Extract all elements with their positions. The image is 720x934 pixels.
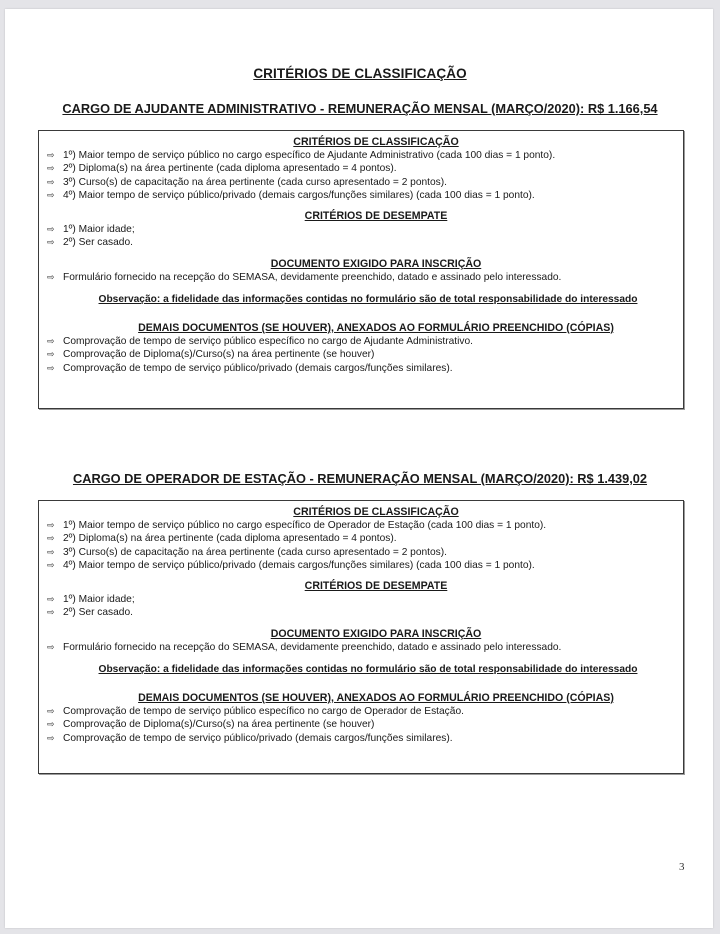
- documento-text: Formulário fornecido na recepção do SEMASA, devidamente preenchido, datado e assinado pelo interessado.: [63, 642, 562, 654]
- criterio-text: 3º) Curso(s) de capacitação na área pertinente (cada curso apresentado = 2 pontos).: [63, 176, 447, 188]
- arrow-bullet-icon: ⇨: [47, 732, 55, 743]
- desempate-item: [39, 236, 683, 249]
- desempate-text: 2º) Ser casado.: [63, 237, 133, 249]
- criterio-item: [39, 559, 683, 572]
- criterio-item: [39, 519, 683, 532]
- arrow-bullet-icon: ⇨: [47, 705, 55, 716]
- criterio-text: 1º) Maior tempo de serviço público no cargo específico de Operador de Estação (cada 100 dias = 1 ponto).: [63, 520, 547, 531]
- demais-documento-item: [39, 705, 683, 718]
- desempate-item: [39, 606, 683, 619]
- criterio-item: [39, 189, 683, 202]
- criterio-item: [39, 149, 683, 162]
- criterio-text: 1º) Maior tempo de serviço público no cargo específico de Ajudante Administrativo (cada 100 dias = 1 ponto).: [63, 150, 556, 161]
- demais-documentos-title: DEMAIS DOCUMENTOS (SE HOUVER), ANEXADOS AO FORMULÁRIO PREENCHIDO (CÓPIAS): [138, 321, 614, 334]
- criterios-classificacao-title: CRITÉRIOS DE CLASSIFICAÇÃO: [293, 506, 459, 518]
- arrow-bullet-icon: ⇨: [47, 176, 55, 187]
- arrow-bullet-icon: ⇨: [47, 607, 55, 618]
- criterio-text: 3º) Curso(s) de capacitação na área pertinente (cada curso apresentado = 2 pontos).: [63, 546, 447, 558]
- criterios-desempate-title: CRITÉRIOS DE DESEMPATE: [304, 579, 448, 592]
- desempate-text: 2º) Ser casado.: [63, 607, 133, 619]
- arrow-bullet-icon: ⇨: [47, 223, 55, 234]
- demais-documento-item: [39, 335, 683, 348]
- desempate-item: [39, 223, 683, 236]
- criterio-text: 4º) Maior tempo de serviço público/privado (demais cargos/funções similares) (cada 100 dias = 1 ponto).: [63, 190, 535, 202]
- documento-item: [39, 641, 683, 654]
- demais-documento-text: Comprovação de tempo de serviço público específico no cargo de Ajudante Administrativo.: [63, 335, 473, 347]
- criterios-desempate-title: CRITÉRIOS DE DESEMPATE: [304, 209, 448, 222]
- demais-documento-text: Comprovação de Diploma(s)/Curso(s) na área pertinente (se houver): [63, 349, 375, 361]
- observacao-note: Observação: a fidelidade das informações contidas no formulário são de total responsabilidade do interessado: [98, 663, 638, 675]
- demais-documento-text: Comprovação de tempo de serviço público/privado (demais cargos/funções similares).: [63, 732, 453, 744]
- arrow-bullet-icon: ⇨: [47, 190, 55, 201]
- arrow-bullet-icon: ⇨: [47, 593, 55, 604]
- criterio-item: [39, 176, 683, 189]
- criterio-text: 4º) Maior tempo de serviço público/privado (demais cargos/funções similares) (cada 100 dias = 1 ponto).: [63, 560, 535, 572]
- criterios-classificacao-title: CRITÉRIOS DE CLASSIFICAÇÃO: [293, 136, 459, 148]
- criterio-item: [39, 162, 683, 175]
- documento-text: Formulário fornecido na recepção do SEMASA, devidamente preenchido, datado e assinado pelo interessado.: [63, 272, 562, 284]
- desempate-text: 1º) Maior idade;: [63, 223, 135, 235]
- cargo-heading-ajudante-administrativo: CARGO DE AJUDANTE ADMINISTRATIVO - REMUNERAÇÃO MENSAL (MARÇO/2020): R$ 1.166,54: [62, 101, 658, 116]
- demais-documentos-title: DEMAIS DOCUMENTOS (SE HOUVER), ANEXADOS AO FORMULÁRIO PREENCHIDO (CÓPIAS): [138, 691, 614, 704]
- demais-documento-item: [39, 718, 683, 731]
- documento-exigido-title: DOCUMENTO EXIGIDO PARA INSCRIÇÃO: [270, 628, 482, 641]
- arrow-bullet-icon: ⇨: [47, 163, 55, 174]
- arrow-bullet-icon: ⇨: [47, 150, 55, 160]
- arrow-bullet-icon: ⇨: [47, 560, 55, 571]
- cargo-heading-operador-estacao: CARGO DE OPERADOR DE ESTAÇÃO - REMUNERAÇÃO MENSAL (MARÇO/2020): R$ 1.439,02: [72, 471, 648, 486]
- desempate-item: [39, 593, 683, 606]
- criterio-item: [39, 546, 683, 559]
- arrow-bullet-icon: ⇨: [47, 237, 55, 248]
- cargo-box-operador-estacao: [38, 500, 684, 774]
- arrow-bullet-icon: ⇨: [47, 719, 55, 730]
- observacao-note: Observação: a fidelidade das informações contidas no formulário são de total responsabilidade do interessado: [98, 293, 638, 305]
- demais-documento-text: Comprovação de Diploma(s)/Curso(s) na área pertinente (se houver): [63, 719, 375, 731]
- arrow-bullet-icon: ⇨: [47, 349, 55, 360]
- arrow-bullet-icon: ⇨: [47, 272, 55, 283]
- documento-exigido-title: DOCUMENTO EXIGIDO PARA INSCRIÇÃO: [270, 258, 482, 271]
- document-title: CRITÉRIOS DE CLASSIFICAÇÃO: [253, 66, 467, 81]
- arrow-bullet-icon: ⇨: [47, 335, 55, 346]
- cargo-box-ajudante-administrativo: [38, 130, 684, 409]
- arrow-bullet-icon: ⇨: [47, 533, 55, 544]
- criterio-item: [39, 532, 683, 545]
- desempate-text: 1º) Maior idade;: [63, 593, 135, 605]
- demais-documento-item: [39, 362, 683, 375]
- arrow-bullet-icon: ⇨: [47, 520, 55, 530]
- demais-documento-text: Comprovação de tempo de serviço público específico no cargo de Operador de Estação.: [63, 705, 464, 717]
- arrow-bullet-icon: ⇨: [47, 546, 55, 557]
- page-number: 3: [679, 861, 685, 873]
- arrow-bullet-icon: ⇨: [47, 362, 55, 373]
- criterio-text: 2º) Diploma(s) na área pertinente (cada diploma apresentado = 4 pontos).: [63, 533, 397, 545]
- demais-documento-item: [39, 732, 683, 745]
- demais-documento-text: Comprovação de tempo de serviço público/privado (demais cargos/funções similares).: [63, 362, 453, 374]
- criterio-text: 2º) Diploma(s) na área pertinente (cada diploma apresentado = 4 pontos).: [63, 163, 397, 175]
- arrow-bullet-icon: ⇨: [47, 642, 55, 653]
- documento-item: [39, 271, 683, 284]
- demais-documento-item: [39, 348, 683, 361]
